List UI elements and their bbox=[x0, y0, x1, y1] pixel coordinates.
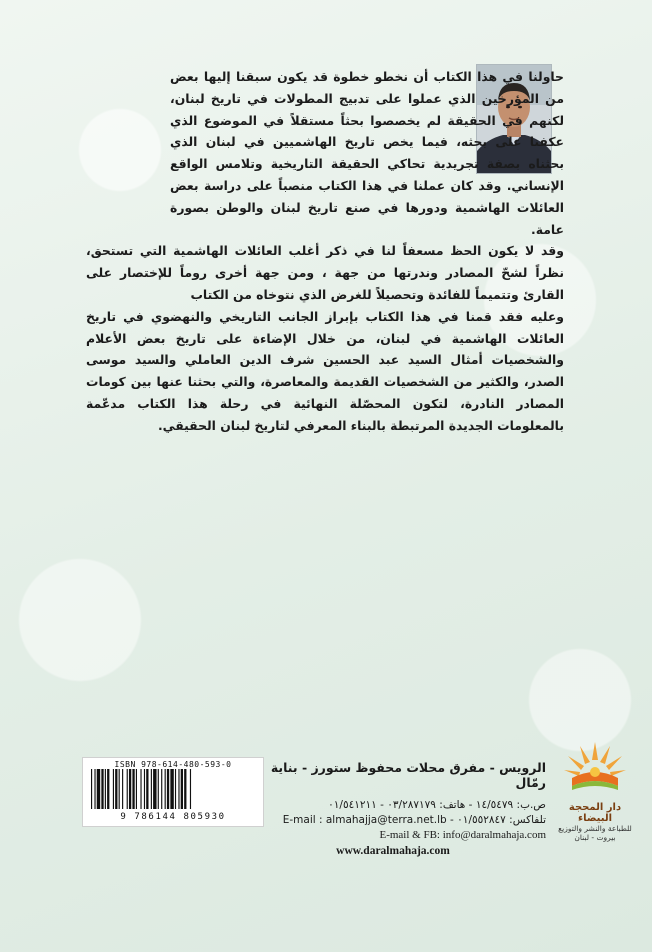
barcode-bar bbox=[178, 769, 179, 809]
barcode-number: 9 786144 805930 bbox=[120, 812, 226, 822]
barcode-bar bbox=[105, 769, 106, 809]
barcode-bar bbox=[140, 769, 141, 809]
barcode-bar bbox=[97, 769, 100, 809]
publisher-subtitle-2: بيروت - لبنان bbox=[574, 833, 616, 842]
description-paragraph-1: حاولنا في هذا الكتاب أن نخطو خطوة قد يكون سبقنا إليها بعض من المؤرخين الذي عملوا على تدبيج المطولات في تاريخ لبنان، لكنهم في الحقيقة لم يخصصوا بحثاً مستقلاً في الموضوع الذي عكفنا على بحثه، فيما يخص تاريخ الهاشميين في لبنان الذي بحثناه بصفة تجريدية تحاكي الحقيقة التاريخية وتلامس الواقع الإنساني. وقد كان عملنا في هذا الكتاب منصباً على دراسة بعض العائلات الهاشمية ودورها في صنع تاريخ لبنان والوطن بصورة عامة. bbox=[170, 69, 564, 237]
barcode-bar bbox=[165, 769, 166, 809]
barcode-bar bbox=[167, 769, 169, 809]
barcode-bar bbox=[94, 769, 95, 809]
description-paragraph-3: وعليه فقد قمنا في هذا الكتاب بإبراز الجانب التاريخي والنهضوي في تاريخ العائلات الهاشمية في لبنان، من خلال الإضاءة على تاريخ بعض الأعلام والشخصيات أمثال السيد عبد الحسين شرف الدين العاملي والسيد موسى الصدر، والكثير من الشخصيات القديمة والمعاصرة، والتي بحثنا عنها بين كومات المصادر النادرة، لتكون المحصّلة النهائية في رحلة هذا الكتاب مدعّمة بالمعلومات الجديدة المرتبطة بالبناء المعرفي لتاريخ لبنان الحقيقي. bbox=[86, 308, 564, 433]
publisher-email: E-mail & FB: info@daralmahaja.com bbox=[379, 829, 546, 841]
barcode-bar bbox=[136, 769, 137, 809]
publisher-fax: تلفاكس: ٠١/٥٥٢٨٤٧ - E-mail : almahajja@terra.net.lb bbox=[282, 814, 546, 826]
barcode-bar bbox=[91, 769, 92, 809]
barcode-bar bbox=[161, 769, 162, 809]
publisher-subtitle-1: للطباعة والنشر والتوزيع bbox=[558, 824, 632, 833]
barcode-bar bbox=[175, 769, 176, 809]
description-paragraph-2: وقد لا يكون الحظ مسعفاً لنا في ذكر أغلب العائلات الهاشمية التي تستحق، نظراً لشحّ المصادر وندرتها من جهة ، ومن جهة أخرى روماً للإختصار على القارئ وتتميماً للفائدة وتحصيلاً للغرض الذي نتوخاه من الكتاب bbox=[86, 243, 564, 302]
barcode-bar bbox=[170, 769, 173, 809]
publisher-phone: ص.ب: ١٤/٥٤٧٩ - هاتف: ٠٣/٢٨٧١٧٩ - ٠١/٥٤١٢١١ bbox=[328, 799, 546, 811]
barcode-bar bbox=[190, 769, 191, 809]
barcode-bars bbox=[87, 769, 251, 809]
book-flower-icon bbox=[560, 738, 630, 796]
barcode-bar bbox=[132, 769, 134, 809]
barcode-bar bbox=[158, 769, 159, 809]
barcode-bar bbox=[119, 769, 120, 809]
publisher-contact bbox=[270, 760, 546, 857]
publisher-address: الرويس - مفرق محلات محفوظ ستورز - بناية رمّال bbox=[270, 760, 546, 790]
barcode-bar bbox=[153, 769, 156, 809]
publisher-name: دار المحجة البيضاء bbox=[568, 802, 622, 824]
barcode-bar bbox=[101, 769, 103, 809]
publisher-website: www.daralmahaja.com bbox=[336, 845, 450, 857]
barcode-bar bbox=[115, 769, 117, 809]
barcode-bar bbox=[151, 769, 152, 809]
book-description bbox=[86, 66, 564, 437]
barcode-bar bbox=[144, 769, 145, 809]
publisher-logo bbox=[556, 738, 634, 848]
isbn-barcode bbox=[82, 757, 264, 827]
barcode-bar bbox=[122, 769, 123, 809]
barcode-bar bbox=[146, 769, 148, 809]
barcode-bar bbox=[184, 769, 186, 809]
barcode-bar bbox=[181, 769, 183, 809]
isbn-text: ISBN 978-614-480-593-0 bbox=[114, 760, 232, 769]
barcode-bar bbox=[113, 769, 114, 809]
barcode-bar bbox=[107, 769, 109, 809]
barcode-bar bbox=[127, 769, 128, 809]
barcode-bar bbox=[129, 769, 131, 809]
